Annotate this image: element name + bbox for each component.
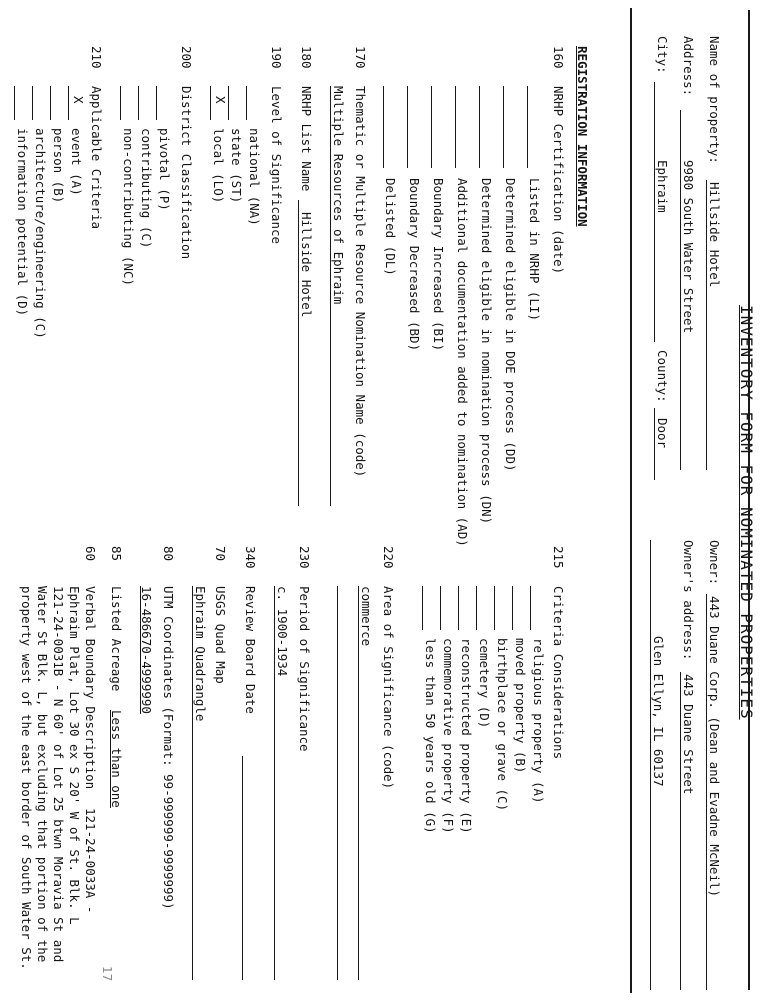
s160-blank-7 (383, 86, 384, 168)
section-170-line (330, 86, 331, 506)
s160-item-3: Determined eligible in nomination process (DN) (479, 178, 494, 525)
county-label: County: (655, 350, 670, 403)
s215-item-7: less than 50 years old (G) (423, 638, 438, 834)
address-value: 9980 South Water Street (681, 160, 696, 334)
margin-rule (748, 10, 750, 990)
section-60-line-4: Water St Blk. L, but excluding that portion of the (35, 586, 50, 963)
section-340-line (242, 756, 243, 980)
section-340-number: 340 (243, 546, 258, 569)
section-85-value: Less than one (109, 710, 124, 808)
section-60-line-3: 121-24-0031B - N 60' of Lot 25 btwn Moravia St and (51, 586, 66, 963)
header-separator (630, 8, 632, 993)
section-230-value: c. 1900-1934 (275, 586, 290, 677)
section-220-number: 220 (381, 546, 396, 569)
section-160-label: NRHP Certification (date) (551, 86, 566, 275)
s200-blank-3 (120, 86, 121, 120)
s215-item-5: reconstructed property (E) (459, 638, 474, 834)
section-230-label: Period of Significance (297, 586, 312, 752)
s160-item-5: Boundary Increased (BI) (431, 178, 446, 352)
s200-item-1: pivotal (P) (157, 128, 172, 211)
city-line (654, 82, 655, 342)
section-70-label: USGS Quad Map (213, 586, 228, 684)
s160-blank-4 (455, 86, 456, 168)
s215-blank-3 (494, 586, 495, 630)
form-title: INVENTORY FORM FOR NOMINATED PROPERTIES (737, 305, 756, 720)
section-60-label: Verbal Boundary Description (83, 586, 98, 790)
section-180-number: 180 (299, 46, 314, 69)
section-170-number: 170 (353, 46, 368, 69)
s210-blank-3 (32, 86, 33, 120)
s160-blank-6 (407, 86, 408, 168)
s215-blank-1 (530, 586, 531, 630)
section-210-label: Applicable Criteria (89, 86, 104, 229)
s215-blank-7 (422, 586, 423, 630)
address-line (680, 110, 681, 470)
owner-value: 443 Duane Corp. (Dean and Evadne McNeil) (707, 596, 722, 898)
s190-blank-2 (228, 86, 229, 120)
section-85-number: 85 (109, 546, 124, 562)
city-label: City: (655, 36, 670, 74)
section-170-label: Thematic or Multiple Resource Nomination Name (code) (353, 86, 368, 478)
section-80-number: 80 (161, 546, 176, 562)
s215-blank-4 (476, 586, 477, 630)
s190-item-3: local (LO) (211, 128, 226, 204)
s210-item-1: event (A) (69, 128, 84, 196)
s190-item-2: state (ST) (229, 128, 244, 204)
s160-item-2: Determined eligible in DOE process (DD) (503, 178, 518, 472)
section-85-label: Listed Acreage (109, 586, 124, 692)
s215-item-4: cemetery (D) (477, 638, 492, 729)
section-220-line (358, 586, 359, 980)
s160-blank-3 (479, 86, 480, 168)
section-60-line-1: 121-24-0033A - (83, 808, 98, 914)
county-line (654, 408, 655, 480)
section-230-number: 230 (297, 546, 312, 569)
section-220-value: commerce (359, 586, 374, 647)
s215-blank-2 (512, 586, 513, 630)
s160-blank-2 (503, 86, 504, 168)
s160-item-7: Delisted (DL) (383, 178, 398, 276)
section-340-label: Review Board Date (243, 586, 258, 714)
section-60-line-2: Ephraim Plat, Lot 30 ex S 20' W of St. Blk. L (67, 586, 82, 925)
address-label: Address: (681, 36, 696, 97)
s160-blank-1 (527, 86, 528, 168)
city-value: Ephraim (655, 160, 670, 213)
property-name-label: Name of property: (707, 36, 722, 164)
s160-item-1: Listed in NRHP (LI) (527, 178, 542, 321)
s215-blank-6 (440, 586, 441, 630)
section-170-value: Multiple Resources of Ephraim (331, 86, 346, 305)
s210-blank-2 (50, 86, 51, 120)
section-220-line-2 (337, 586, 338, 980)
s215-item-3: birthplace or grave (C) (495, 638, 510, 812)
s200-blank-2 (138, 86, 139, 120)
s215-item-2: moved property (B) (513, 638, 528, 774)
s200-item-2: contributing (C) (139, 128, 154, 249)
owner-label: Owner: (707, 540, 722, 586)
section-220-label: Area of Significance (code) (381, 586, 396, 790)
section-80-value: 16-486670-4999990 (139, 586, 154, 714)
section-215-label: Criteria Considerations (551, 586, 566, 760)
owner-city-value: Glen Ellyn, IL 60137 (651, 636, 666, 787)
section-190-number: 190 (269, 46, 284, 69)
s210-mark-1: X (71, 96, 86, 104)
section-210-number: 210 (89, 46, 104, 69)
section-190-label: Level of Significance (269, 86, 284, 245)
section-180-value: Hillside Hotel (299, 212, 314, 318)
owner-address-label: Owner's address: (681, 540, 696, 661)
owner-city-line (650, 540, 651, 990)
section-160-number: 160 (551, 46, 566, 69)
s200-item-3: non-contributing (NC) (121, 128, 136, 287)
s215-item-1: religious property (A) (531, 638, 546, 804)
county-value: Door (655, 418, 670, 449)
s200-blank-1 (156, 86, 157, 120)
s215-blank-5 (458, 586, 459, 630)
section-60-number: 60 (83, 546, 98, 562)
section-70-number: 70 (213, 546, 228, 562)
section-80-label: UTM Coordinates (Format: 99-999999-9999999) (161, 586, 176, 910)
registration-heading: REGISTRATION INFORMATION (575, 46, 590, 227)
s210-blank-1 (68, 86, 69, 120)
section-200-label: District Classification (179, 86, 194, 260)
s190-blank-1 (246, 86, 247, 120)
page-number: 17 (100, 966, 114, 982)
s210-blank-4 (14, 86, 15, 120)
s210-item-2: person (B) (51, 128, 66, 204)
s210-item-3: architecture/engineering (C) (33, 128, 48, 339)
section-200-number: 200 (179, 46, 194, 69)
s160-blank-5 (431, 86, 432, 168)
section-180-label: NRHP List Name (299, 86, 314, 192)
owner-address-line (680, 672, 681, 990)
s190-item-1: national (NA) (247, 128, 262, 226)
s210-item-4: information potential (D) (15, 128, 30, 317)
property-name-value: Hillside Hotel (707, 182, 722, 288)
s190-mark-3: X (213, 96, 228, 104)
s215-item-6: commemorative property (F) (441, 638, 456, 834)
section-230-line (274, 586, 275, 980)
owner-line (706, 594, 707, 990)
section-180-line (298, 200, 299, 506)
section-70-value: Ephraim Quadrangle (193, 586, 208, 722)
section-70-line (192, 586, 193, 980)
s160-item-4: Additional documentation added to nomination (AD) (455, 178, 470, 547)
property-name-line (706, 180, 707, 470)
s190-blank-3 (210, 86, 211, 120)
s160-item-6: Boundary Decreased (BD) (407, 178, 422, 352)
section-215-number: 215 (551, 546, 566, 569)
owner-address-value: 443 Duane Street (681, 674, 696, 795)
section-60-line-5: property west of the east border of South Water St. (19, 586, 34, 970)
